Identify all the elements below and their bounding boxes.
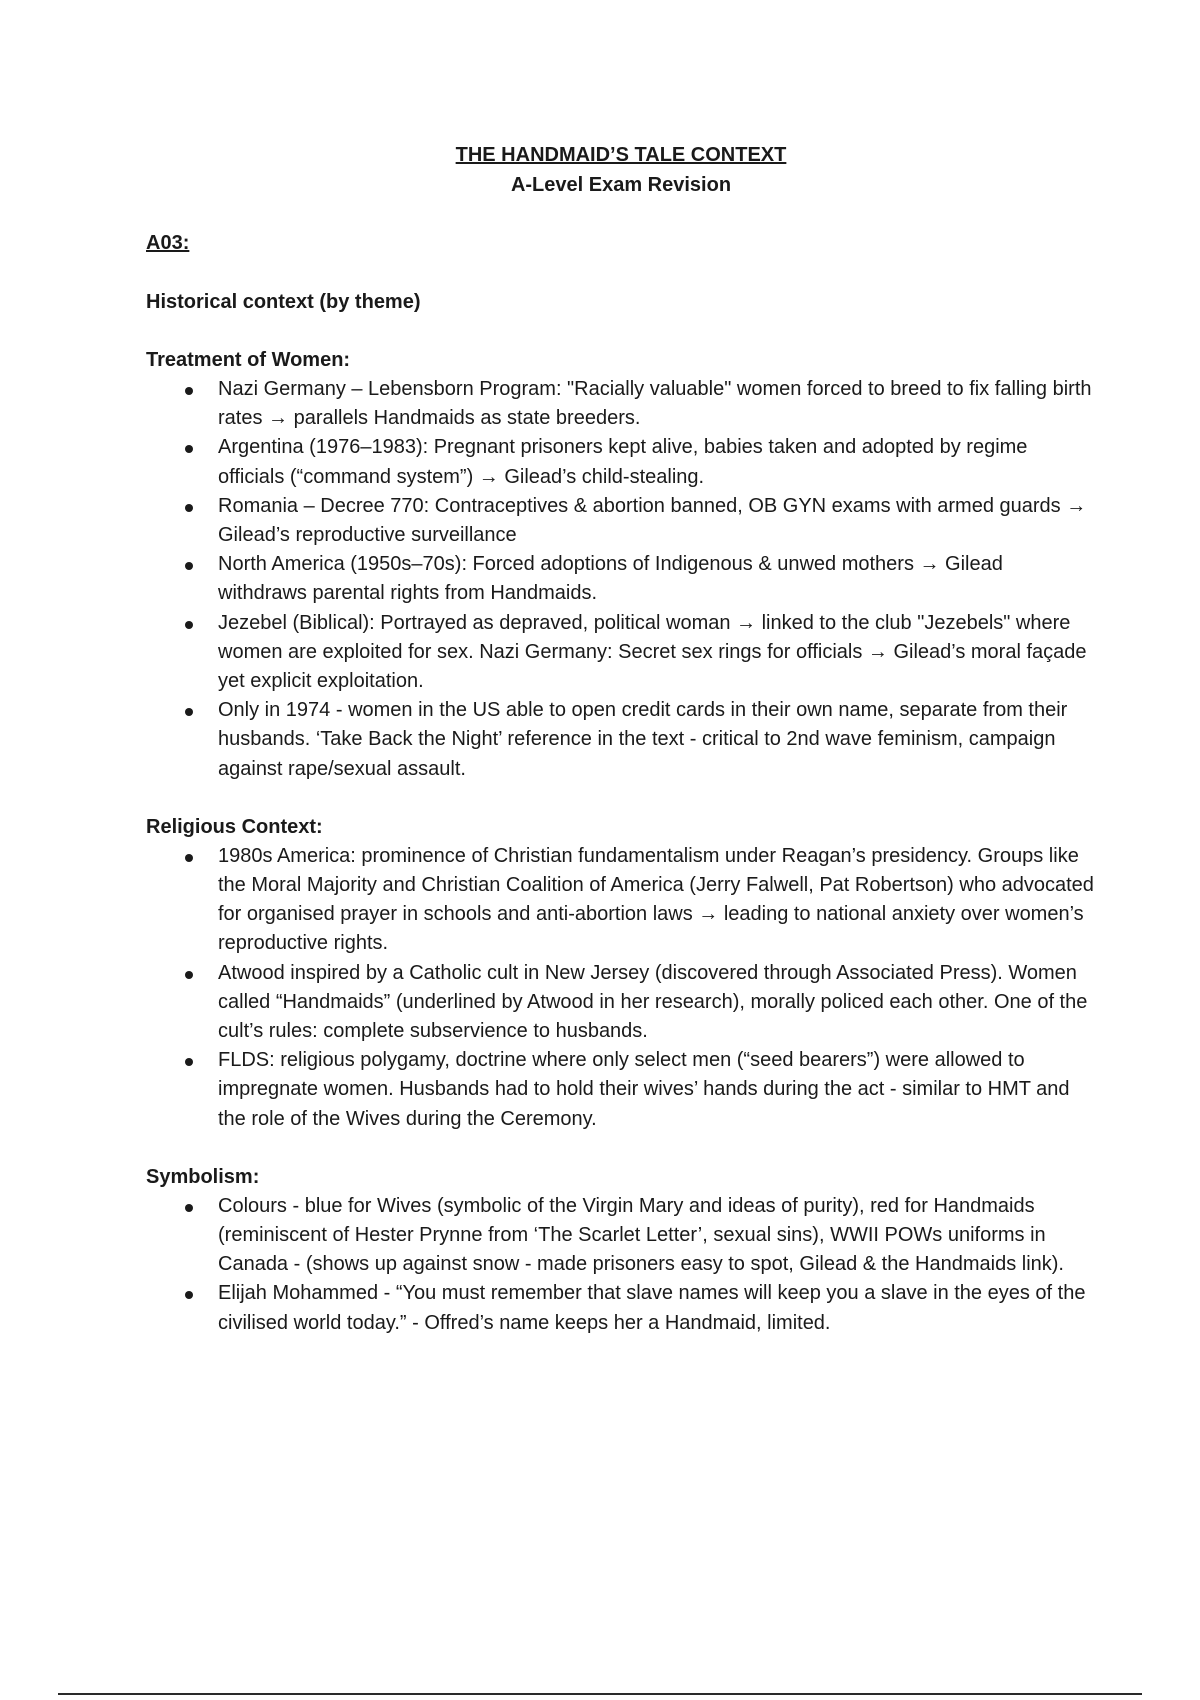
document-page (146, 140, 1096, 1338)
list-item-text: Elijah Mohammed - “You must remember that slave names will keep you a slave in the eyes of the civilised world today.” - Offred’s name keeps her a Handmaid, limited. (218, 1282, 1086, 1334)
bullet-icon (185, 445, 193, 453)
bullet-icon (185, 971, 193, 979)
document-title: THE HANDMAID’S TALE CONTEXT (455, 144, 787, 166)
bullet-icon (185, 387, 193, 395)
list-item-text: FLDS: religious polygamy, doctrine where only select men (“seed bearers”) were allowed to impregnate women. Husbands had to hold their wives’ hands during the act - similar to HMT and the role of the Wives during the Ceremony. (218, 1049, 1070, 1130)
document-subtitle: A-Level Exam Revision (510, 174, 732, 196)
list-item-text: North America (1950s–70s): Forced adoptions of Indigenous & unwed mothers → Gilead withdraws parental rights from Handmaids. (218, 553, 1003, 605)
list-item-text: Only in 1974 - women in the US able to open credit cards in their own name, separate from their husbands. ‘Take Back the Night’ reference in the text - critical to 2nd wave feminism, campaign against rape/sexual assault. (218, 699, 1068, 780)
bullet-icon (185, 1291, 193, 1299)
list-item (146, 959, 1096, 1047)
list-item (146, 550, 1096, 608)
list-item (146, 1192, 1096, 1280)
bullet-icon (185, 708, 193, 716)
bullet-icon (185, 504, 193, 512)
list-item (146, 1279, 1096, 1337)
list-item-text: Colours - blue for Wives (symbolic of the Virgin Mary and ideas of purity), red for Handmaids (reminiscent of Hester Prynne from ‘The Scarlet Letter’, sexual sins), WWII POWs uniforms in Canada - (shows up against snow - made prisoners easy to spot, Gilead & the Handmaids link). (218, 1194, 1064, 1276)
list-item-text: Jezebel (Biblical): Portrayed as depraved, political woman → linked to the club "Jezebels" where women are exploited for sex. Nazi Germany: Secret sex rings for officials → Gilead’s moral façade yet explicit exploitation. (218, 611, 1087, 693)
list-item-text: Argentina (1976–1983): Pregnant prisoners kept alive, babies taken and adopted by regime officials (“command system”) → Gilead’s child-stealing. (218, 436, 1028, 488)
section-heading-symbolism: Symbolism: (146, 1165, 260, 1188)
bullet-list-symbolism (146, 1192, 1096, 1338)
bullet-icon (185, 1058, 193, 1066)
assessment-label: A03: (146, 232, 190, 254)
section-heading-religious-context: Religious Context: (146, 815, 323, 838)
context-heading: Historical context (by theme) (146, 291, 421, 313)
list-item-text: Atwood inspired by a Catholic cult in New Jersey (discovered through Associated Press). Women called “Handmaids” (underlined by Atwood in her research), morally policed each other. One of the cult’s rules: complete subservience to husbands. (218, 961, 1088, 1043)
list-item (146, 433, 1096, 491)
list-item (146, 492, 1096, 550)
list-item (146, 842, 1096, 959)
bullet-list-religious-context (146, 842, 1096, 1134)
list-item (146, 1046, 1096, 1134)
list-item-text: 1980s America: prominence of Christian fundamentalism under Reagan’s presidency. Groups like the Moral Majority and Christian Coalition of America (Jerry Falwell, Pat Robertson) who advocated for organised prayer in schools and anti-abortion laws → leading to national anxiety over women’s reproductive rights. (218, 844, 1094, 955)
list-item (146, 609, 1096, 697)
bullet-icon (185, 854, 193, 862)
bullet-list-treatment-of-women (146, 375, 1096, 784)
bullet-icon (185, 1204, 193, 1212)
bullet-icon (185, 621, 193, 629)
list-item (146, 375, 1096, 433)
section-heading-treatment-of-women: Treatment of Women: (146, 349, 351, 371)
page-bottom-divider (58, 1693, 1142, 1695)
list-item-text: Nazi Germany – Lebensborn Program: "Racially valuable" women forced to breed to fix falling birth rates → parallels Handmaids as state breeders. (218, 378, 1092, 430)
list-item (146, 696, 1096, 784)
list-item-text: Romania – Decree 770: Contraceptives & abortion banned, OB GYN exams with armed guards → Gilead’s reproductive surveillance (218, 494, 1087, 547)
bullet-icon (185, 562, 193, 570)
